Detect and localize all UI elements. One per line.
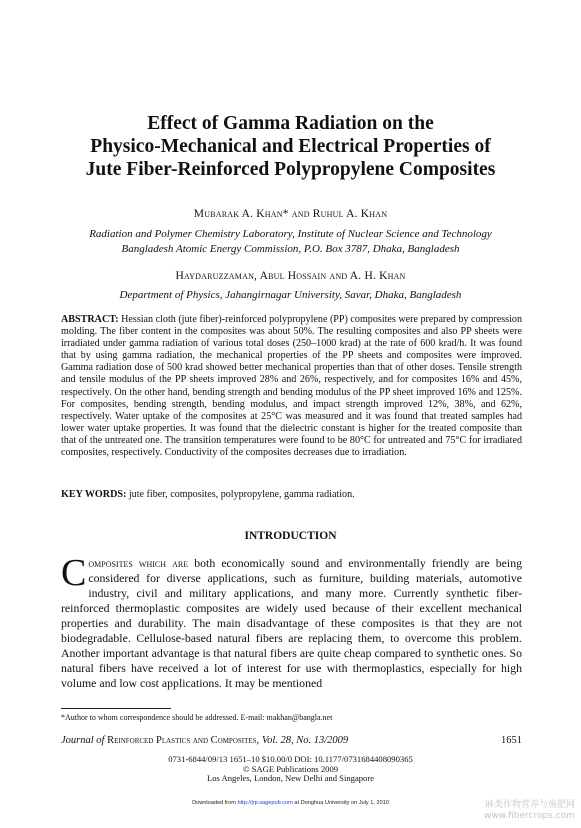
footnote-divider — [61, 708, 171, 709]
journal-volume: Vol. 28, No. 13/2009 — [261, 735, 349, 746]
download-link[interactable]: http://jrp.sagepub.com — [237, 800, 293, 806]
title-line: Effect of Gamma Radiation on the — [147, 113, 434, 134]
journal-name: Reinforced Plastics and Composites, — [107, 735, 260, 746]
abstract-text: Hessian cloth (jute fiber)-reinforced polypropylene (PP) composites were prepared by compression molding. The fiber content in the composites was about 50%. The resulting composites and also PP sheets were irradiated under gamma radiation of various total doses (250–1000 krad) at the rate of 600 krad/h. It was found that by using gamma radiation, the mechanical properties of the PP sheets and composites were improved. Gamma radiation dose of 500 krad showed better mechanical properties than that of other doses. Tensile strength and tensile modulus of the PP sheets improved 28% and 26%, respectively, and for composites 16% and 45%, respectively. On the other hand, bending strength and bending modulus of the PP sheet improved 16% and 125%. For composites, bending strength, bending modulus, and impact strength improved 12%, 38%, and 62%, respectively. Water uptake of the composites at 25°C was measured and it was found that treated samples had lower water uptake properties. It was found that the dielectric constant is higher for the treated composite than that of the untreated one. The transition temperatures were found to be 80°C for untreated and 75°C for irradiated composites, respectively. Conductivity of the composites decreases due to irradiation. — [61, 314, 522, 459]
intro-text: both economically sound and environmentally friendly are being considered for diverse applications, such as furniture, building materials, automotive industry, civil and military applications, and many more. Currently synthetic fiber-reinforced thermoplastic composites are widely used because of their excellent mechanical properties and durability. The main disadvantage of these composites is that they are not biodegradable. Cellulose-based natural fibers are replacing them, to overcome this problem. Another important advantage is that natural fibers are quite cheap compared to synthetic ones. So natural fibers have received a lot of interest for use with thermoplastics, especially for high volume and low cost applications. It may be mentioned — [61, 556, 522, 690]
drop-cap: C — [61, 552, 87, 594]
affiliation-line: Radiation and Polymer Chemistry Laboratory, Institute of Nuclear Science and Technology — [89, 228, 492, 240]
affiliation-primary — [40, 227, 541, 257]
download-notice — [40, 800, 541, 806]
page-number: 1651 — [501, 735, 522, 746]
journal-of: Journal of — [61, 735, 105, 746]
watermark-line: 麻类作物营养与施肥网 — [484, 800, 575, 810]
affiliation-secondary: Department of Physics, Jahangirnagar University, Savar, Dhaka, Bangladesh — [119, 289, 462, 301]
keywords-text: jute fiber, composites, polypropylene, gamma radiation. — [128, 489, 355, 500]
author-list-primary: Mubarak A. Khan* and Ruhul A. Khan — [193, 208, 388, 220]
download-suffix: at Donghua University on July 1, 2010 — [294, 800, 389, 806]
site-watermark — [484, 800, 575, 822]
watermark-line: www.fibercrops.com — [484, 811, 575, 821]
correspondence-footnote: *Author to whom correspondence should be addressed. E-mail: makhan@bangla.net — [61, 713, 333, 722]
author-list-secondary: Haydaruzzaman, Abul Hossain and A. H. Khan — [175, 270, 406, 282]
journal-citation — [61, 735, 348, 746]
intro-smallcaps-lead: omposites which are — [88, 556, 189, 570]
publication-info — [40, 755, 541, 784]
publication-info-line: Los Angeles, London, New Delhi and Singapore — [206, 773, 375, 783]
abstract-label: ABSTRACT: — [61, 314, 119, 325]
keywords — [61, 489, 522, 501]
affiliation-line: Bangladesh Atomic Energy Commission, P.O. Box 3787, Dhaka, Bangladesh — [121, 243, 460, 255]
publication-info-line: 0731-6844/09/13 1651–10 $10.00/0 DOI: 10.1177/0731684408090365 — [168, 754, 413, 764]
title-line: Physico-Mechanical and Electrical Properties of — [90, 136, 491, 157]
download-prefix: Downloaded from — [192, 800, 236, 806]
keywords-label: KEY WORDS: — [61, 489, 127, 500]
paper-title — [40, 112, 541, 181]
publication-info-line: © SAGE Publications 2009 — [242, 763, 339, 774]
abstract — [61, 314, 522, 459]
introduction-paragraph — [61, 552, 522, 691]
section-heading-introduction: INTRODUCTION — [244, 530, 337, 542]
title-line: Jute Fiber-Reinforced Polypropylene Composites — [85, 159, 496, 180]
